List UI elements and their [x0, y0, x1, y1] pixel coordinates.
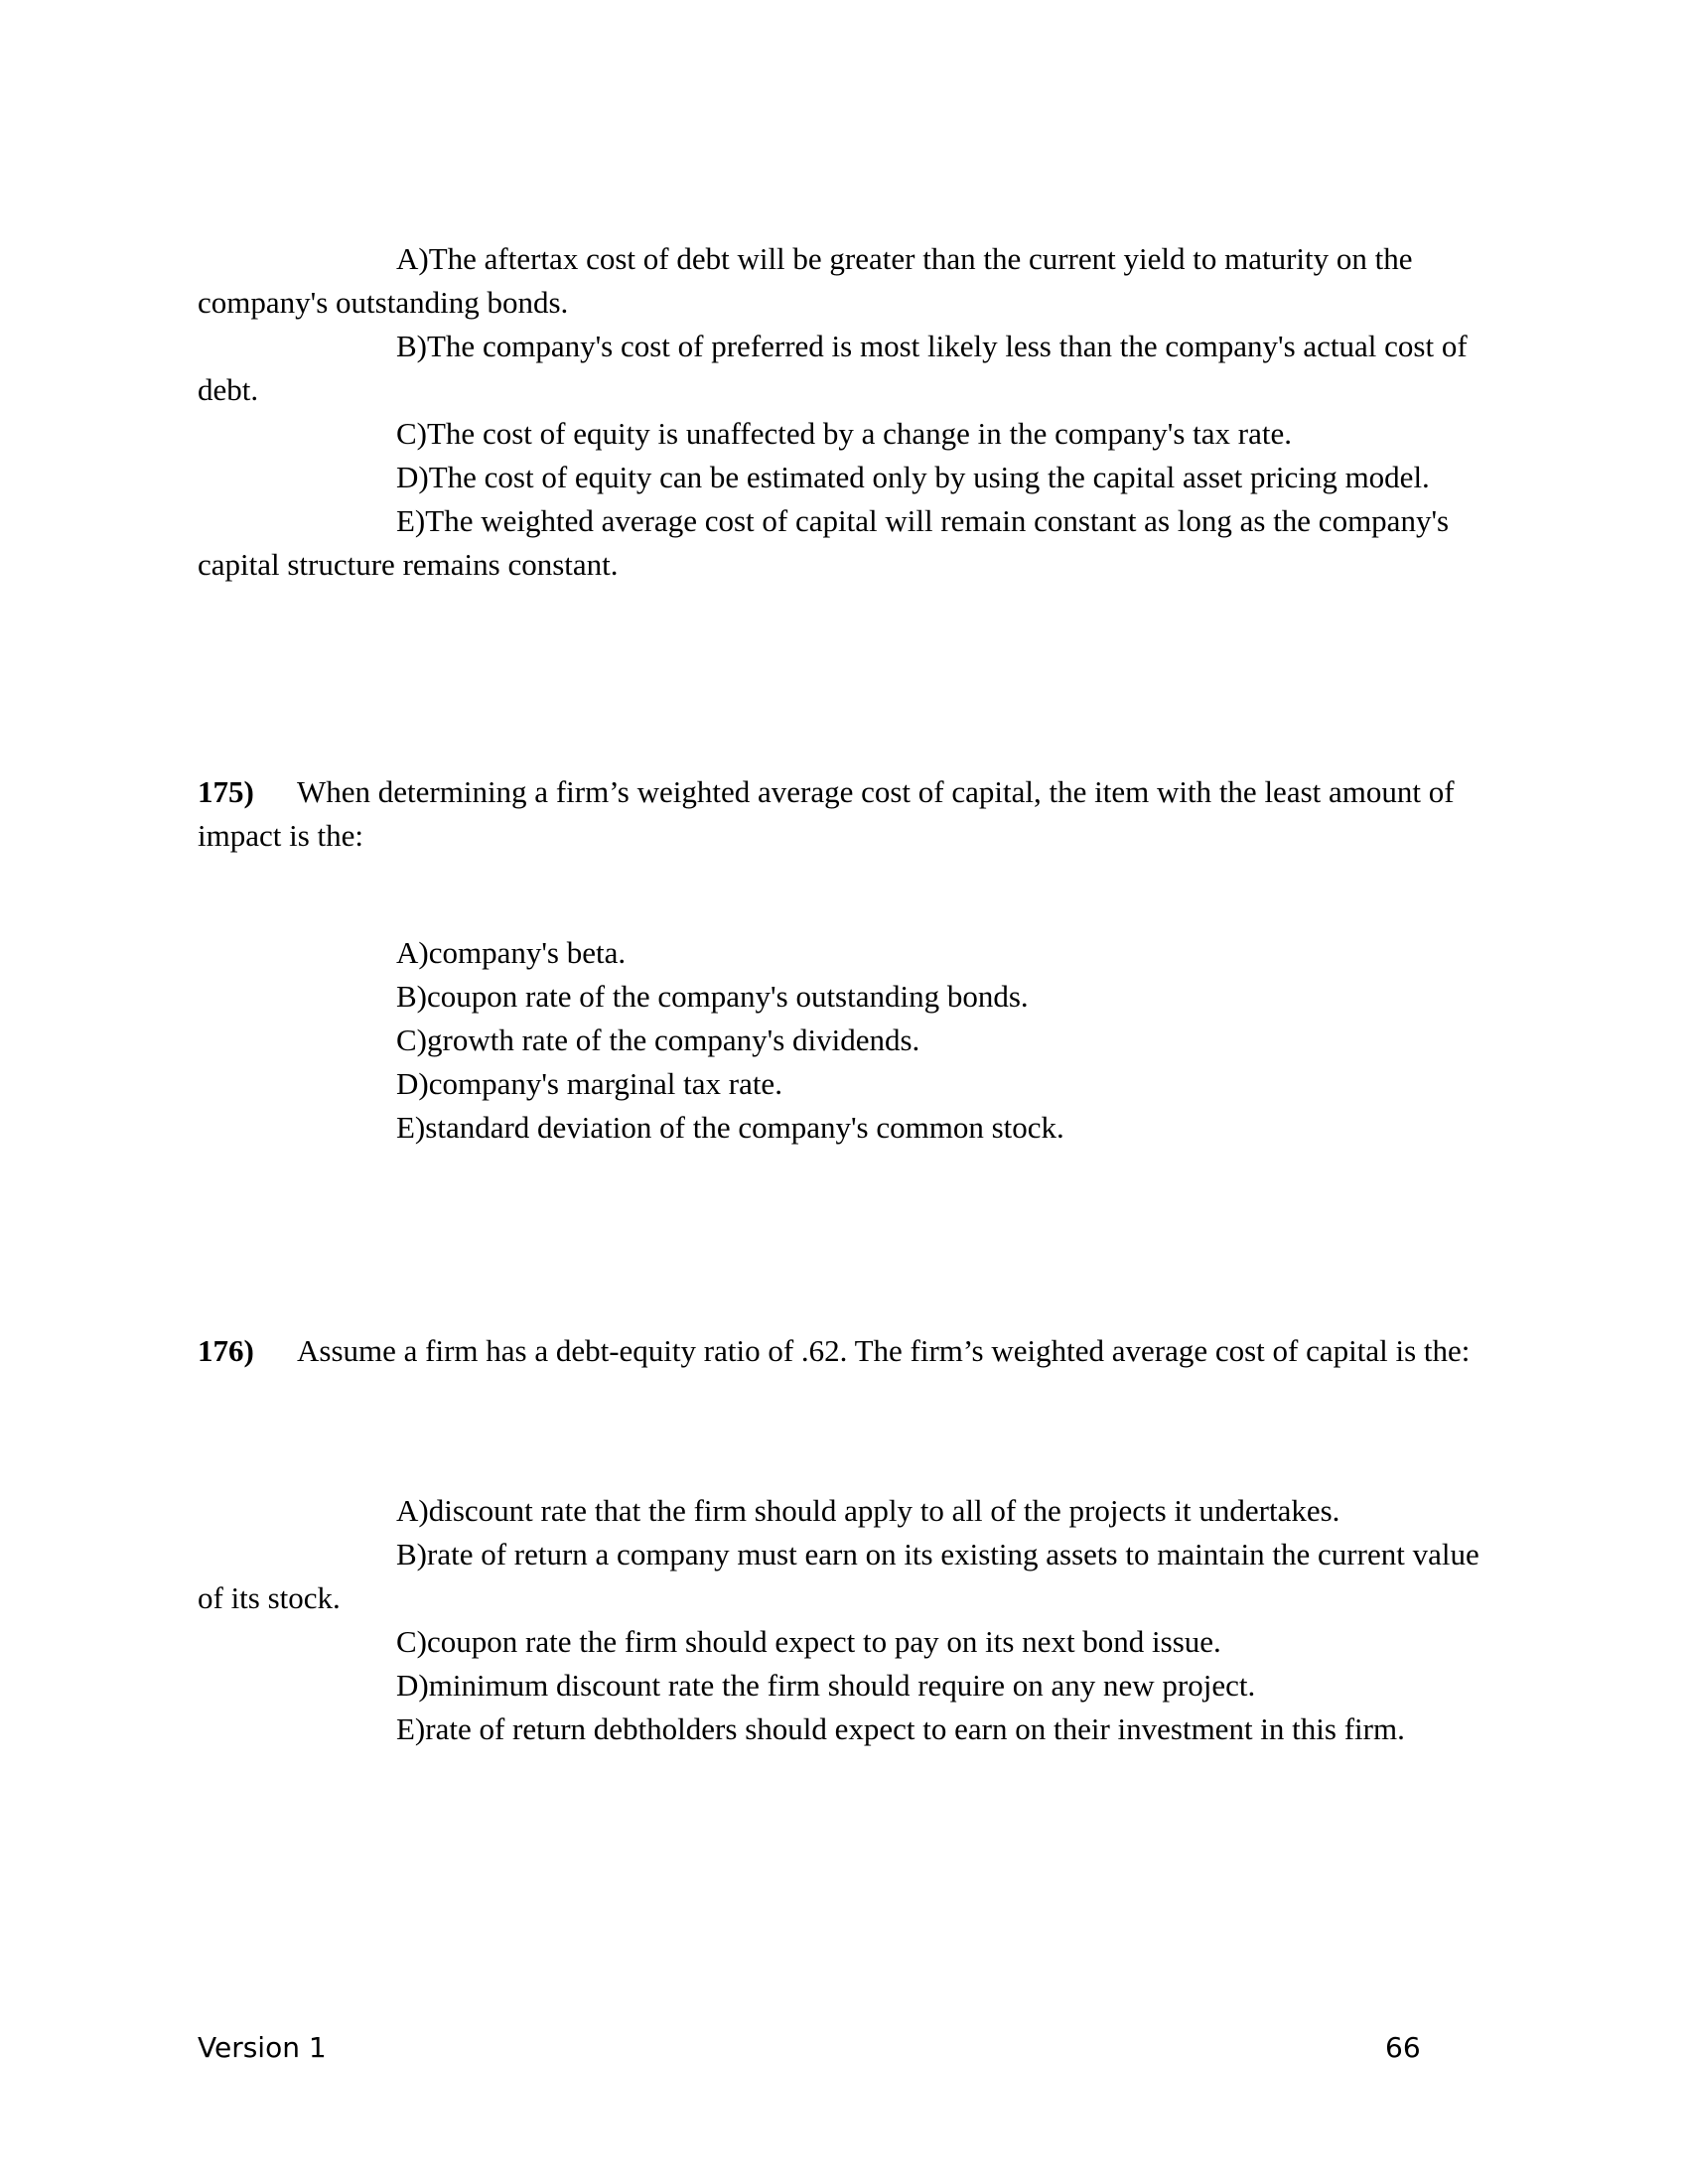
option-letter: A) — [396, 241, 429, 276]
option-b — [198, 975, 1488, 1019]
option-c — [198, 412, 1488, 456]
question-176 — [198, 1329, 1488, 1373]
option-text: The weighted average cost of capital will remain constant as long as the company's capital structure remains constant. — [198, 503, 1450, 582]
option-e — [198, 499, 1488, 587]
question-176-options — [198, 1489, 1488, 1751]
option-e — [198, 1106, 1488, 1150]
footer-page-number: 66 — [1385, 2031, 1421, 2064]
option-letter: C) — [396, 416, 427, 451]
option-letter: B) — [396, 1537, 427, 1571]
option-text: coupon rate of the company's outstanding bonds. — [427, 979, 1029, 1014]
option-text: coupon rate the firm should expect to pay on its next bond issue. — [427, 1624, 1221, 1659]
option-letter: A) — [396, 1493, 429, 1528]
footer-version: Version 1 — [198, 2031, 327, 2064]
option-text: rate of return a company must earn on its existing assets to maintain the current value of its stock. — [198, 1537, 1479, 1615]
option-d — [198, 456, 1488, 499]
option-a — [198, 237, 1488, 325]
option-text: The aftertax cost of debt will be greater than the current yield to maturity on the company's outstanding bonds. — [198, 241, 1413, 320]
option-text: The cost of equity can be estimated only by using the capital asset pricing model. — [428, 460, 1430, 494]
option-a — [198, 1489, 1488, 1533]
question-number: 176) — [198, 1333, 254, 1368]
option-d — [198, 1664, 1488, 1707]
question-number: 175) — [198, 774, 254, 809]
option-letter: B) — [396, 329, 427, 363]
option-b — [198, 1533, 1488, 1620]
question-175 — [198, 770, 1488, 858]
option-letter: D) — [396, 1668, 429, 1703]
option-letter: C) — [396, 1624, 427, 1659]
option-text: rate of return debtholders should expect to earn on their investment in this firm. — [425, 1711, 1405, 1746]
option-d — [198, 1062, 1488, 1106]
option-text: company's marginal tax rate. — [428, 1066, 782, 1101]
option-c — [198, 1019, 1488, 1062]
question-text: Assume a firm has a debt-equity ratio of .62. The firm’s weighted average cost of capital is the: — [297, 1333, 1471, 1368]
option-letter: E) — [396, 1711, 426, 1746]
option-letter: C) — [396, 1023, 427, 1057]
question-stem — [198, 1329, 1488, 1373]
option-letter: E) — [396, 1110, 426, 1145]
option-e — [198, 1707, 1488, 1751]
option-letter: D) — [396, 460, 429, 494]
option-text: company's beta. — [428, 935, 627, 970]
option-letter: E) — [396, 503, 426, 538]
option-text: minimum discount rate the firm should require on any new project. — [428, 1668, 1256, 1703]
option-c — [198, 1620, 1488, 1664]
question-text: When determining a firm’s weighted average cost of capital, the item with the least amount of impact is the: — [198, 774, 1455, 853]
option-a — [198, 931, 1488, 975]
option-letter: D) — [396, 1066, 429, 1101]
question-175-options — [198, 931, 1488, 1150]
option-text: standard deviation of the company's common stock. — [425, 1110, 1064, 1145]
option-text: The company's cost of preferred is most likely less than the company's actual cost of debt. — [198, 329, 1468, 407]
option-text: discount rate that the firm should apply to all of the projects it undertakes. — [428, 1493, 1340, 1528]
continued-options — [198, 237, 1488, 587]
option-b — [198, 325, 1488, 412]
question-stem — [198, 770, 1488, 858]
option-text: The cost of equity is unaffected by a change in the company's tax rate. — [427, 416, 1292, 451]
option-letter: B) — [396, 979, 427, 1014]
option-letter: A) — [396, 935, 429, 970]
option-text: growth rate of the company's dividends. — [427, 1023, 920, 1057]
